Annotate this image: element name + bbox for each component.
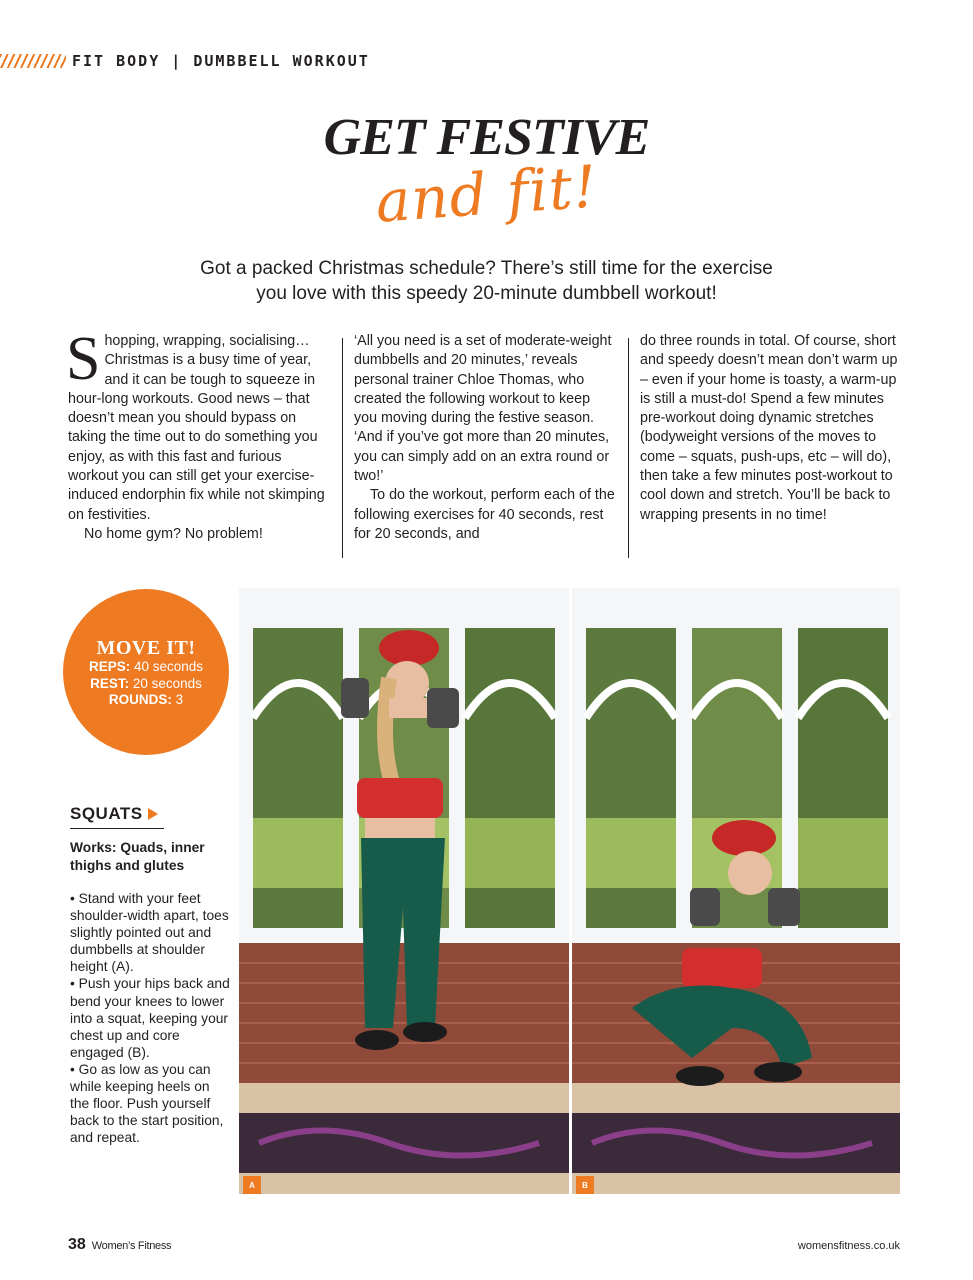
move-it-badge [63,589,229,755]
paragraph: No home gym? No problem! [84,525,263,542]
reps-value: 40 seconds [133,659,204,674]
column-divider [628,338,629,558]
photo-label-a: A [243,1176,261,1194]
page-title-script: and fit! [373,152,600,236]
reps-line [63,659,229,676]
reps-label: REPS: [88,659,131,674]
photo-illustration [239,588,569,1194]
body-column-3 [640,332,902,525]
paragraph [66,325,330,525]
photo-squat-start [239,588,569,1194]
step-2: • Push your hips back and bend your knees to lower into a squat, keeping your chest up and core engaged (B). [70,976,230,1060]
step-3: • Go as low as you can while keeping heels on the floor. Push yourself back to the start position, and repeat. [70,1061,224,1146]
standfirst-line-1: Got a packed Christmas schedule? There’s still time for the exercise [200,258,773,279]
body-column-1 [66,325,330,544]
section-header [0,50,370,72]
standfirst-line-2: you love with this speedy 20-minute dumbbell workout! [256,283,717,304]
rest-value: 20 seconds [132,675,202,691]
standfirst [150,256,823,306]
body-columns [66,325,900,564]
section-label: FIT BODY | DUMBBELL WORKOUT [72,52,370,70]
exercise-rule [70,828,164,829]
footer-folio [68,1236,171,1254]
column-divider [342,338,343,558]
play-triangle-icon [148,808,158,820]
rounds-value: 3 [175,692,184,707]
drop-cap: S [66,325,101,393]
rest-line [63,676,229,693]
rest-label: REST: [90,675,130,691]
rounds-line [63,692,229,709]
magazine-name: Women’s Fitness [91,1240,172,1252]
step-1: • Stand with your feet shoulder-width apart, toes slightly pointed out and dumbbells at shoulder height (A). [70,891,229,975]
move-it-title: MOVE IT! [96,637,196,659]
body-column-2 [354,332,616,544]
paragraph: ‘All you need is a set of moderate-weight dumbbells and 20 minutes,’ reveals personal trainer Chloe Thomas, who created the following workout to keep you moving during the festive season. ‘And if you’ve got more than 20 minutes, you can simply add on an extra round or two!’ [354,333,612,485]
photo-label-b: B [576,1176,594,1194]
paragraph: To do the workout, perform each of the following exercises for 40 seconds, rest for 20 seconds, and [354,487,615,542]
slash-decoration [0,54,66,68]
photo-squat-low [572,588,900,1194]
works-muscles: Works: Quads, inner thighs and glutes [70,840,205,873]
paragraph-text: hopping, wrapping, socialising… Christmas is a busy time of year, and it can be tough to squeeze in hour-long workouts. Good news – that doesn’t mean you should bypass on taking the time out to do something you enjoy, as with this fast and furious workout you can still get your exercise-induced endorphin fix while not skimping on festivities. [68,333,325,523]
exercise-name: SQUATS [70,804,143,823]
page-title: GET FESTIVE [323,109,650,166]
exercise-steps [70,890,230,1146]
paragraph: do three rounds in total. Of course, short and speedy doesn’t mean don’t warm up – even if your home is toasty, a warm-up is still a must-do! Spend a few minutes pre-workout doing dynamic stretches (bodyweight versions of the moves to come – squats, push-ups, etc – will do), then take a few minutes post-workout to cool down and stretch. You’ll be back to wrapping presents in no time! [640,333,898,523]
footer-url: womensfitness.co.uk [797,1240,900,1252]
exercise-heading [70,804,164,824]
page-number: 38 [68,1236,86,1253]
photo-illustration [572,588,900,1194]
rounds-label: ROUNDS: [108,692,172,707]
